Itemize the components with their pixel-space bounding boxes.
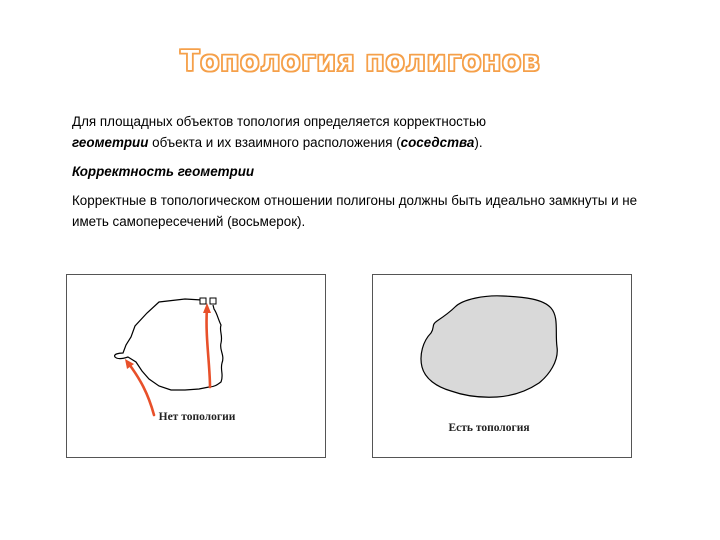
closed-polygon <box>421 296 557 397</box>
with-topology-caption: Есть топология <box>448 422 530 434</box>
with-topology-figure <box>372 274 632 458</box>
subheading: Корректность геометрии <box>72 164 255 179</box>
intro-paragraph <box>72 111 672 153</box>
open-end-square-2 <box>210 298 216 304</box>
arrow-to-loop <box>129 364 154 415</box>
intro-line1: Для площадных объектов топология определяется корректностью <box>72 114 487 129</box>
intro-end: ). <box>474 135 483 150</box>
arrow-to-gap <box>207 308 210 387</box>
correctness-paragraph: Корректные в топологическом отношении полигоны должны быть идеально замкнуты и не иметь самопересечений (восьмерок). <box>72 193 638 229</box>
no-topology-figure <box>66 274 326 458</box>
broken-polygon-drawing <box>67 275 325 457</box>
intro-middle: объекта и их взаимного расположения ( <box>148 135 401 150</box>
geometry-word: геометрии <box>72 135 149 150</box>
slide-title: Топология полигонов <box>180 44 540 78</box>
no-topology-caption: Нет топологии <box>158 411 236 423</box>
open-end-square-1 <box>200 298 206 304</box>
neighborhood-word: соседства <box>400 135 475 150</box>
